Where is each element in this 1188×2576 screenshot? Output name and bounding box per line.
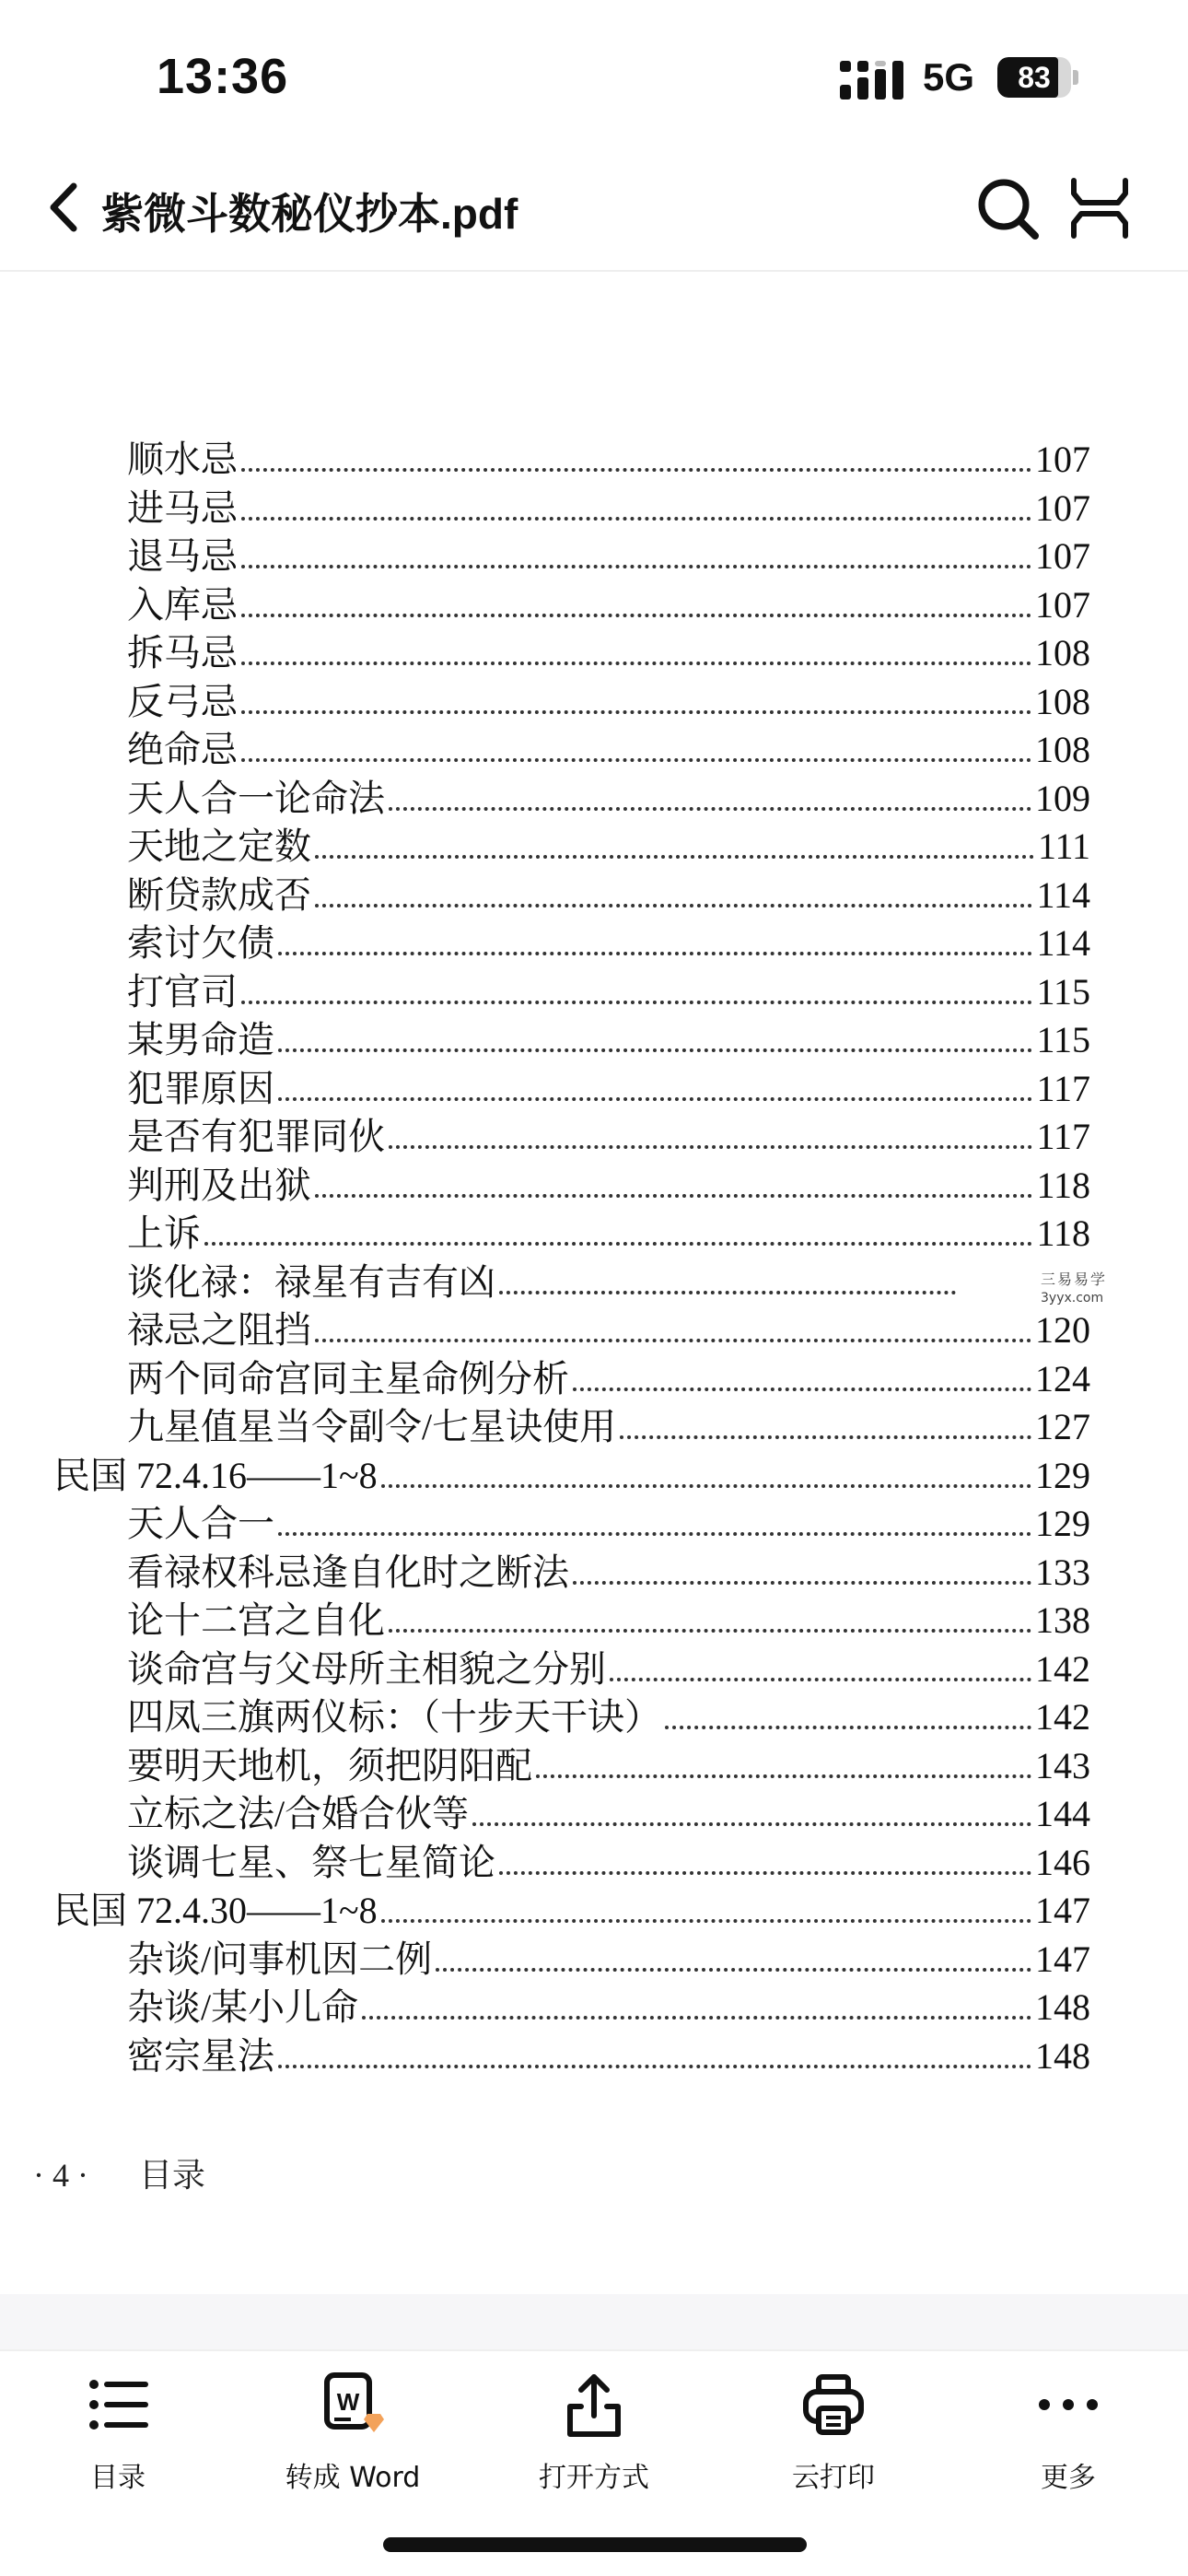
toc-entry[interactable] <box>127 1838 1090 1886</box>
toc-entry[interactable] <box>127 725 1090 773</box>
toc-entry[interactable] <box>127 1015 1090 1063</box>
toc-entry[interactable] <box>127 1983 1090 2031</box>
toc-entry-page: 127 <box>1035 1406 1090 1447</box>
toc-entry-page: 118 <box>1036 1212 1090 1254</box>
toolbar-label: 更多 <box>1041 2462 1096 2494</box>
toc-dot-leader <box>241 710 1031 714</box>
toc-entry-title: 谈命宫与父母所主相貌之分别 <box>127 1647 606 1690</box>
toc-dot-leader <box>204 1242 1032 1246</box>
toc-entry-title: 密宗星法 <box>127 2034 274 2077</box>
toc-dot-leader <box>362 2016 1031 2020</box>
toc-entry-page: 108 <box>1035 680 1090 722</box>
back-button[interactable] <box>37 175 92 240</box>
toc-dot-leader <box>499 1291 956 1294</box>
home-indicator[interactable] <box>383 2537 807 2552</box>
toc-dot-leader <box>241 517 1031 521</box>
fullscreen-button[interactable] <box>1066 175 1133 241</box>
toc-entry-page: 142 <box>1035 1647 1090 1690</box>
toc-entry-title: 进马忌 <box>127 486 238 529</box>
toc-entry[interactable] <box>127 1741 1090 1789</box>
toc-dot-leader <box>381 1484 1031 1488</box>
toc-entry-page: 115 <box>1036 1019 1090 1060</box>
toc-entry-title: 杂谈/问事机因二例 <box>127 1938 433 1980</box>
toc-entry-page: 108 <box>1035 729 1090 770</box>
toc-entry-page: 117 <box>1036 1116 1090 1157</box>
network-type: 5G <box>923 55 975 99</box>
toc-dot-leader <box>610 1678 1031 1681</box>
watermark <box>1041 1270 1114 1307</box>
toc-entry-page: 129 <box>1035 1454 1090 1496</box>
toc-entry-page: 144 <box>1035 1793 1090 1834</box>
toc-entry[interactable] <box>127 1789 1090 1837</box>
more-icon <box>1031 2368 1105 2441</box>
toc-entry-title: 入库忌 <box>127 583 238 626</box>
toc-entry-title: 断贷款成否 <box>127 873 311 916</box>
toc-entry-title: 两个同命宫同主星命例分析 <box>127 1357 569 1399</box>
toc-entry-page: 143 <box>1035 1744 1090 1786</box>
toolbar-more-button[interactable] <box>976 2368 1160 2506</box>
toc-entry-page: 114 <box>1036 922 1090 964</box>
toc-entry-page: 114 <box>1036 873 1090 916</box>
toc-dot-leader <box>278 1097 1032 1101</box>
toc-dot-leader <box>278 1048 1032 1052</box>
toc-dot-leader <box>472 1822 1031 1826</box>
toc-entry-page: 148 <box>1035 1986 1090 2028</box>
toc-dot-leader <box>278 2065 1031 2068</box>
toc-entry-page: 148 <box>1035 2034 1090 2077</box>
toc-entry[interactable] <box>127 435 1090 483</box>
toc-entry-title: 民国 72.4.30——1~8 <box>53 1890 378 1931</box>
toolbar-label: 目录 <box>90 2462 146 2494</box>
toc-dot-leader <box>389 1629 1031 1633</box>
toc-entry[interactable] <box>127 1402 1090 1450</box>
toc-entry[interactable] <box>127 1258 1090 1306</box>
toolbar-cloud-print-button[interactable] <box>741 2368 926 2506</box>
toc-entry-page: 118 <box>1036 1164 1090 1206</box>
toc-entry-title: 上诉 <box>127 1212 201 1254</box>
toc-entry-title: 民国 72.4.16——1~8 <box>53 1454 378 1496</box>
toc-entry-title: 犯罪原因 <box>127 1067 274 1109</box>
toc-entry[interactable] <box>127 1161 1090 1209</box>
toolbar-label: 云打印 <box>792 2462 875 2494</box>
toc-entry[interactable] <box>127 580 1090 628</box>
toc-entry-page: 138 <box>1035 1599 1090 1641</box>
toc-entry-title: 谈化禄：禄星有吉有凶 <box>127 1260 495 1303</box>
toc-dot-leader <box>278 1532 1031 1536</box>
toc-entry[interactable] <box>53 1886 1090 1934</box>
toc-entry[interactable] <box>127 1354 1090 1402</box>
toc-entry-title: 论十二宫之自化 <box>127 1599 385 1641</box>
toc-dot-leader <box>315 1194 1032 1198</box>
toc-dot-leader <box>573 1581 1031 1585</box>
document-header <box>0 147 1188 272</box>
toc-entry-title: 要明天地机，须把阴阳配 <box>127 1744 532 1786</box>
toc-entry-page: 124 <box>1035 1357 1090 1399</box>
toc-dot-leader <box>241 614 1031 617</box>
toc-entry[interactable] <box>127 1935 1090 1983</box>
toc-dot-leader <box>241 758 1031 762</box>
toc-entry[interactable] <box>127 919 1090 966</box>
toc-entry-page: 129 <box>1035 1503 1090 1544</box>
toc-entry-title: 顺水忌 <box>127 439 238 480</box>
toc-dot-leader <box>620 1435 1031 1439</box>
toolbar-label: 打开方式 <box>539 2462 649 2494</box>
toc-dot-leader <box>536 1774 1031 1778</box>
toc-dot-leader <box>573 1388 1031 1391</box>
toc-entry-page: 146 <box>1035 1841 1090 1883</box>
toc-entry-page: 109 <box>1035 777 1090 819</box>
toc-entry[interactable] <box>127 1692 1090 1740</box>
toc-entry[interactable] <box>127 822 1090 870</box>
cellular-signal-icon <box>840 61 904 100</box>
toc-dot-leader <box>389 1145 1032 1149</box>
toc-entry-title: 反弓忌 <box>127 680 238 722</box>
toc-dot-leader <box>381 1919 1031 1923</box>
toc-entry-page: 147 <box>1035 1890 1090 1931</box>
toc-entry[interactable] <box>127 677 1090 725</box>
toc-entry-title: 退马忌 <box>127 535 238 577</box>
toc-dot-leader <box>499 1871 1031 1875</box>
toc-entry-title: 禄忌之阻挡 <box>127 1309 311 1351</box>
toc-entry-title: 谈调七星、祭七星简论 <box>127 1841 495 1883</box>
page-number: · 4 · <box>33 2157 88 2194</box>
toc-entry[interactable] <box>127 774 1090 822</box>
toc-entry[interactable] <box>127 1548 1090 1596</box>
toc-entry-page: 107 <box>1035 439 1090 480</box>
toc-entry-title: 是否有犯罪同伙 <box>127 1116 385 1157</box>
status-bar <box>0 0 1188 147</box>
toc-dot-leader <box>241 468 1031 472</box>
page-footer <box>33 2149 205 2196</box>
toc-dot-leader <box>241 565 1031 568</box>
toc-entry[interactable] <box>127 628 1090 676</box>
toc-entry[interactable] <box>127 1596 1090 1644</box>
toc-dot-leader <box>241 1001 1032 1004</box>
toc-entry[interactable] <box>53 1451 1090 1499</box>
toc-entry-title: 看禄权科忌逢自化时之断法 <box>127 1551 569 1593</box>
toc-entry-title: 绝命忌 <box>127 729 238 770</box>
word-convert-icon <box>316 2368 390 2441</box>
toc-entry-title: 某男命造 <box>127 1019 274 1060</box>
toc-entry[interactable] <box>127 967 1090 1015</box>
watermark-text: 三易易学 <box>1041 1270 1108 1288</box>
toc-entry-page: 120 <box>1035 1309 1090 1351</box>
toc-entry[interactable] <box>127 532 1090 580</box>
toc-entry[interactable] <box>127 871 1090 919</box>
toc-dot-leader <box>241 662 1031 665</box>
toolbar-open-with-button[interactable] <box>502 2368 686 2506</box>
list-icon <box>81 2368 155 2441</box>
toc-entry-page: 107 <box>1035 583 1090 626</box>
toc-entry[interactable] <box>127 1064 1090 1112</box>
toc-entry-page: 115 <box>1036 970 1090 1013</box>
toc-entry-page: 142 <box>1035 1696 1090 1738</box>
document-title: 紫微斗数秘仪抄本.pdf <box>101 190 518 238</box>
search-button[interactable] <box>974 175 1041 241</box>
toc-entry-title: 天地之定数 <box>127 825 311 867</box>
pdf-page[interactable] <box>0 274 1188 2296</box>
toc-entry-page: 147 <box>1035 1938 1090 1980</box>
toc-entry-title: 四凤三旗两仪标：（十步天干诀） <box>127 1696 661 1738</box>
toc-entry-title: 天人合一论命法 <box>127 777 385 819</box>
toc-entry-title: 拆马忌 <box>127 632 238 673</box>
battery-indicator <box>997 57 1078 98</box>
toc-entry-title: 天人合一 <box>127 1503 274 1544</box>
toc-dot-leader <box>665 1726 1031 1729</box>
toc-entry[interactable] <box>127 484 1090 532</box>
watermark-url: 3yyx.com <box>1041 1291 1104 1306</box>
toc-entry-page: 117 <box>1036 1067 1090 1109</box>
toc-entry-title: 立标之法/合婚合伙等 <box>127 1793 470 1834</box>
toc-entry-page: 133 <box>1035 1551 1090 1593</box>
svg-text:W: W <box>336 2388 360 2416</box>
toc-entry[interactable] <box>127 1645 1090 1692</box>
toc-entry-title: 判刑及出狱 <box>127 1164 311 1206</box>
toc-entry-page: 108 <box>1035 632 1090 673</box>
toc-entry-page: 111 <box>1037 825 1090 867</box>
footer-section: 目录 <box>138 2157 205 2194</box>
toc-entry[interactable] <box>127 1209 1090 1257</box>
toc-dot-leader <box>436 1968 1031 1972</box>
chevron-left-icon <box>37 175 92 240</box>
toolbar-convert-word-button[interactable] <box>261 2368 445 2506</box>
status-time: 13:36 <box>157 49 289 104</box>
toc-entry-title: 九星值星当令副令/七星诀使用 <box>127 1406 617 1447</box>
toc-dot-leader <box>278 952 1032 955</box>
toc-entry[interactable] <box>127 2032 1090 2079</box>
toolbar-toc-button[interactable] <box>26 2368 210 2506</box>
toc-dot-leader <box>315 904 1032 907</box>
toc-entry-title: 打官司 <box>127 970 238 1013</box>
toc-dot-leader <box>389 807 1031 811</box>
toc-entry[interactable] <box>127 1112 1090 1160</box>
search-icon <box>974 175 1041 241</box>
page-separator <box>0 2294 1188 2349</box>
fullscreen-icon <box>1066 175 1133 241</box>
toc-entry-page: 107 <box>1035 535 1090 577</box>
battery-percent: 83 <box>1018 61 1051 94</box>
share-icon <box>557 2368 631 2441</box>
toc-entry[interactable] <box>127 1306 1090 1353</box>
toc-entry-title: 杂谈/某小儿命 <box>127 1986 359 2028</box>
toc-entry-title: 索讨欠债 <box>127 922 274 964</box>
printer-icon <box>797 2368 870 2441</box>
toc-entry[interactable] <box>127 1499 1090 1547</box>
toc-entry-page: 107 <box>1035 486 1090 529</box>
toolbar-label: 转成 Word <box>285 2462 421 2494</box>
toc-dot-leader <box>315 855 1034 859</box>
toc-dot-leader <box>315 1339 1031 1342</box>
